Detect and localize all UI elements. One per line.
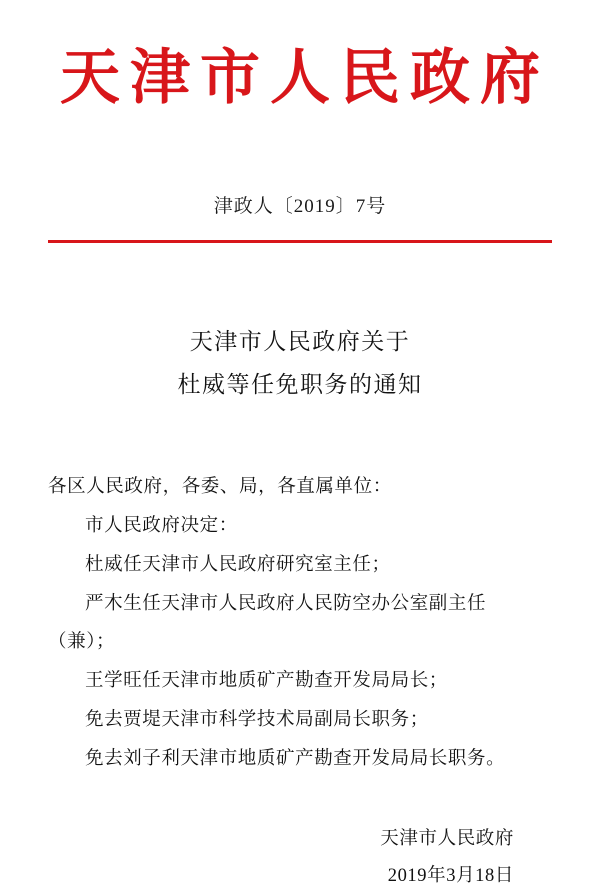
body-paragraph: 市人民政府决定：	[85, 515, 238, 536]
document-title-line-1: 天津市人民政府关于	[189, 329, 411, 354]
masthead-title: 天津市人民政府	[60, 45, 550, 111]
document-number: 津政人〔2019〕7号	[213, 196, 387, 217]
document-title-line-2: 杜威等任免职务的通知	[177, 371, 423, 397]
signature-issuer: 天津市人民政府	[380, 828, 514, 849]
document-body	[48, 468, 552, 779]
masthead	[48, 0, 552, 113]
salutation: 各区人民政府，各委、局，各直属单位：	[48, 477, 392, 498]
body-paragraph: 杜威任天津市人民政府研究室主任；	[85, 554, 391, 575]
body-paragraph: 王学旺任天津市地质矿产勘查开发局局长；	[85, 671, 448, 692]
red-divider-rule	[48, 240, 552, 243]
body-paragraph: 严木生任天津市人民政府人民防空办公室副主任（兼）；	[48, 593, 487, 653]
body-paragraph: 免去贾堤天津市科学技术局副局长职务；	[85, 710, 429, 731]
body-paragraph: 免去刘子利天津市地质矿产勘查开发局局长职务。	[85, 749, 506, 769]
signature-date: 2019年3月18日	[387, 865, 514, 886]
document-title	[48, 321, 552, 406]
signature-block	[48, 821, 552, 895]
